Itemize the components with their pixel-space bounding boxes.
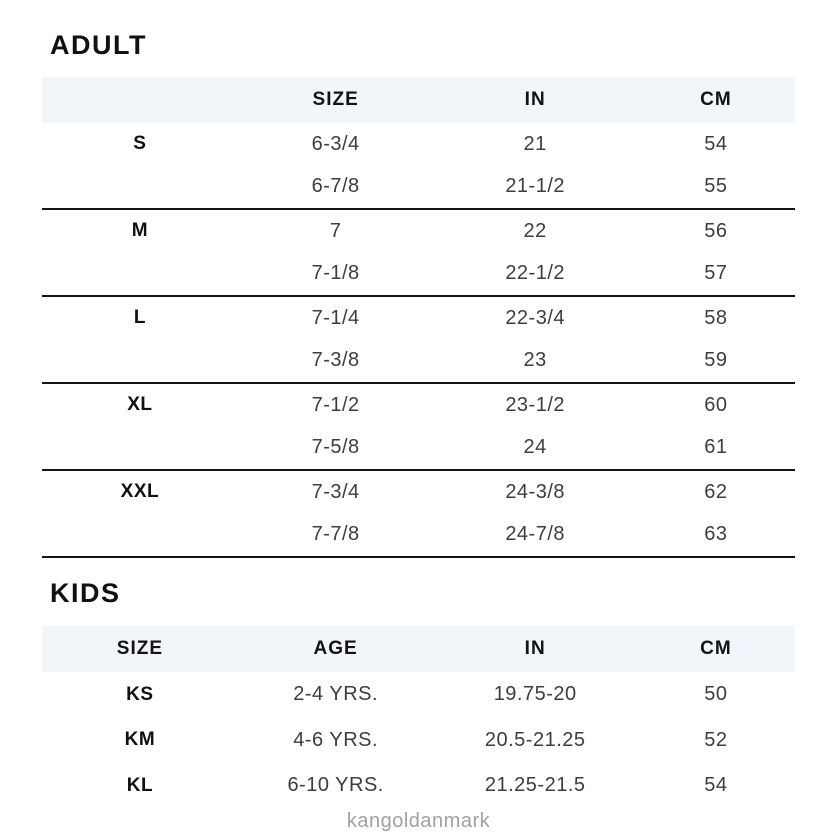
size-value: 7-3/4 bbox=[311, 480, 360, 503]
adult-size-group-xxl bbox=[42, 471, 795, 558]
in-value: 21-1/2 bbox=[505, 175, 566, 198]
kids-size-row-km bbox=[42, 718, 795, 764]
size-value: 6-3/4 bbox=[311, 132, 360, 155]
kids-column-header-age: AGE bbox=[313, 638, 358, 659]
size-group-label: M bbox=[131, 220, 149, 242]
size-value: 7 bbox=[329, 219, 342, 242]
kids-table-header-row bbox=[42, 626, 795, 672]
size-group-label: L bbox=[133, 307, 146, 329]
in-value: 24 bbox=[523, 436, 547, 459]
cm-value: 55 bbox=[704, 175, 728, 198]
cm-value: 56 bbox=[704, 219, 728, 242]
in-value: 23-1/2 bbox=[505, 393, 566, 416]
cm-value: 50 bbox=[704, 683, 728, 706]
adult-size-table bbox=[42, 77, 795, 558]
adult-size-group-l bbox=[42, 297, 795, 384]
kids-size-table bbox=[42, 626, 795, 809]
adult-size-group-s bbox=[42, 123, 795, 210]
adult-section-title: ADULT bbox=[50, 30, 147, 60]
size-value: 7-1/2 bbox=[311, 393, 360, 416]
size-group-label: XL bbox=[127, 394, 153, 416]
size-group-label-spacer bbox=[42, 253, 238, 296]
watermark-text: kangoldanmark bbox=[346, 809, 491, 832]
size-group-label: S bbox=[133, 133, 147, 155]
cm-value: 60 bbox=[704, 393, 728, 416]
in-value: 21.25-21.5 bbox=[484, 774, 586, 797]
size-group-label-spacer bbox=[42, 166, 238, 209]
adult-size-group-m bbox=[42, 210, 795, 297]
age-value: 6-10 YRS. bbox=[287, 774, 384, 797]
size-group-label: KM bbox=[124, 729, 156, 751]
size-group-label: KL bbox=[126, 774, 154, 796]
cm-value: 57 bbox=[704, 262, 728, 285]
size-value: 7-7/8 bbox=[311, 523, 360, 546]
cm-value: 59 bbox=[704, 349, 728, 372]
in-value: 24-7/8 bbox=[505, 523, 566, 546]
in-value: 21 bbox=[523, 132, 547, 155]
adult-table-header-row bbox=[42, 77, 795, 123]
cm-value: 54 bbox=[704, 774, 728, 797]
in-value: 23 bbox=[523, 349, 547, 372]
cm-value: 54 bbox=[704, 132, 728, 155]
size-group-label-spacer bbox=[42, 514, 238, 557]
kids-section-title: KIDS bbox=[50, 578, 121, 608]
adult-size-group-xl bbox=[42, 384, 795, 471]
in-value: 24-3/8 bbox=[505, 480, 566, 503]
size-group-label-spacer bbox=[42, 427, 238, 470]
kids-size-row-ks bbox=[42, 672, 795, 718]
kids-column-header-size: SIZE bbox=[116, 638, 163, 659]
adult-column-header-cm: CM bbox=[700, 89, 732, 110]
size-group-label: KS bbox=[126, 683, 154, 705]
age-value: 4-6 YRS. bbox=[293, 728, 379, 751]
size-value: 7-1/8 bbox=[311, 262, 360, 285]
cm-value: 58 bbox=[704, 306, 728, 329]
kids-column-header-in: IN bbox=[524, 638, 546, 659]
size-value: 6-7/8 bbox=[311, 175, 360, 198]
in-value: 19.75-20 bbox=[493, 683, 577, 706]
kids-column-header-cm: CM bbox=[700, 638, 732, 659]
kids-size-row-kl bbox=[42, 763, 795, 809]
age-value: 2-4 YRS. bbox=[293, 683, 379, 706]
cm-value: 62 bbox=[704, 480, 728, 503]
in-value: 20.5-21.25 bbox=[484, 728, 586, 751]
size-value: 7-1/4 bbox=[311, 306, 360, 329]
in-value: 22 bbox=[523, 219, 547, 242]
cm-value: 61 bbox=[704, 436, 728, 459]
adult-column-header-in: IN bbox=[524, 89, 546, 110]
adult-column-header-size: SIZE bbox=[312, 89, 359, 110]
size-group-label-spacer bbox=[42, 340, 238, 383]
cm-value: 63 bbox=[704, 523, 728, 546]
cm-value: 52 bbox=[704, 728, 728, 751]
size-value: 7-3/8 bbox=[311, 349, 360, 372]
in-value: 22-1/2 bbox=[505, 262, 566, 285]
in-value: 22-3/4 bbox=[505, 306, 566, 329]
size-value: 7-5/8 bbox=[311, 436, 360, 459]
size-group-label: XXL bbox=[120, 481, 160, 503]
